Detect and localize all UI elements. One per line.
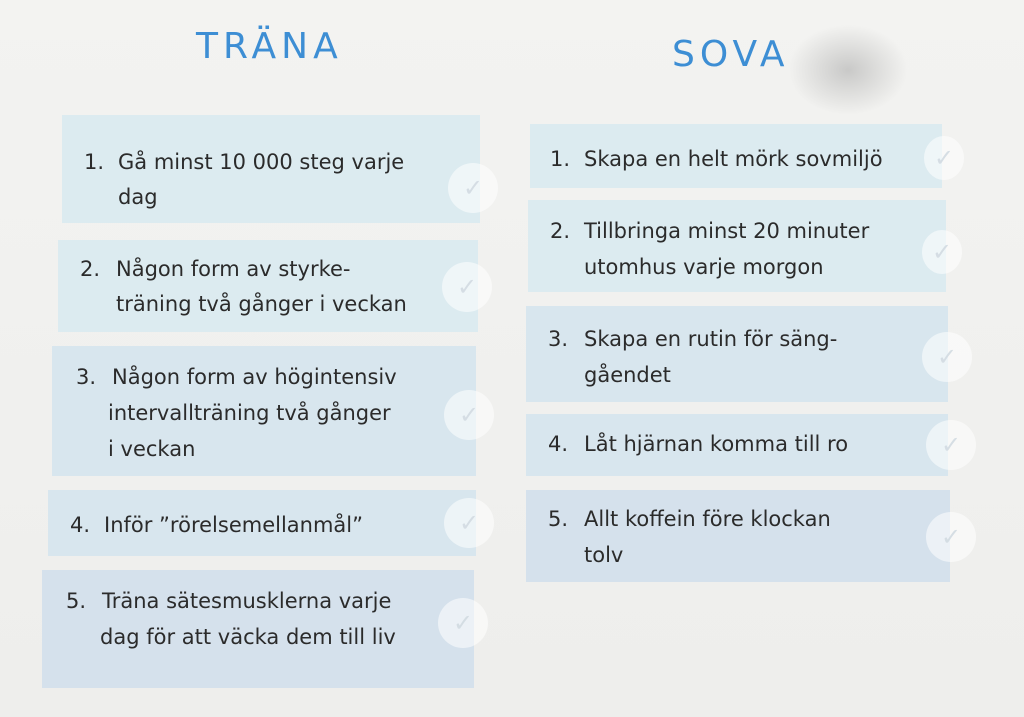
- item-number: 5.: [548, 507, 569, 531]
- item-text-line: Någon form av högintensiv: [112, 365, 397, 389]
- item-number: 3.: [76, 365, 97, 389]
- check-circle-icon: ✓: [924, 136, 964, 180]
- item-text-line: Skapa en helt mörk sovmiljö: [584, 147, 883, 171]
- heading-sova: SOVA: [672, 34, 790, 75]
- item-number: 2.: [80, 257, 101, 281]
- item-number: 2.: [550, 219, 571, 243]
- item-text-line: Låt hjärnan komma till ro: [584, 432, 849, 456]
- item-number: 5.: [66, 589, 87, 613]
- item-text-line: Skapa en rutin för säng-: [584, 327, 838, 351]
- item-number: 1.: [550, 147, 571, 171]
- item-text-line: träning två gånger i veckan: [116, 292, 407, 316]
- check-circle-icon: ✓: [926, 420, 976, 470]
- item-text-line: Tillbringa minst 20 minuter: [584, 219, 870, 243]
- item-text-line: dag: [118, 185, 158, 209]
- check-circle-icon: ✓: [926, 512, 976, 562]
- list-item-sova-5: [526, 490, 962, 582]
- item-text-line: utomhus varje morgon: [584, 255, 824, 279]
- item-text-line: intervallträning två gånger: [108, 401, 391, 425]
- check-circle-icon: ✓: [922, 230, 962, 274]
- item-text-line: tolv: [584, 543, 624, 567]
- check-circle-icon: ✓: [444, 498, 494, 548]
- list-item-sova-1: [530, 124, 955, 188]
- item-text-line: Allt koffein före klockan: [584, 507, 831, 531]
- list-item-sova-3: [526, 306, 958, 402]
- item-text-line: Någon form av styrke-: [116, 257, 351, 281]
- item-text-line: Träna sätesmusklerna varje: [102, 589, 392, 613]
- item-number: 4.: [548, 432, 569, 456]
- list-item-trana-1: [62, 115, 484, 223]
- list-item-trana-2: [58, 240, 478, 332]
- check-circle-icon: ✓: [438, 598, 488, 648]
- list-item-sova-2: [528, 200, 953, 292]
- list-item-trana-3: [52, 346, 480, 476]
- item-text-line: i veckan: [108, 437, 196, 461]
- list-item-trana-4: [48, 490, 480, 556]
- list-item-trana-5: [42, 570, 474, 688]
- item-text-line: gåendet: [584, 363, 671, 387]
- item-number: 1.: [84, 150, 105, 174]
- check-circle-icon: ✓: [922, 332, 972, 382]
- item-number: 3.: [548, 327, 569, 351]
- check-circle-icon: ✓: [448, 163, 498, 213]
- item-text-line: dag för att väcka dem till liv: [100, 625, 396, 649]
- list-item-sova-4: [526, 414, 962, 476]
- item-text-line: Inför ”rörelsemellanmål”: [104, 513, 364, 537]
- item-number: 4.: [70, 513, 91, 537]
- check-circle-icon: ✓: [442, 262, 492, 312]
- check-circle-icon: ✓: [444, 390, 494, 440]
- item-text-line: Gå minst 10 000 steg varje: [118, 150, 405, 174]
- heading-trana: TRÄNA: [196, 26, 343, 67]
